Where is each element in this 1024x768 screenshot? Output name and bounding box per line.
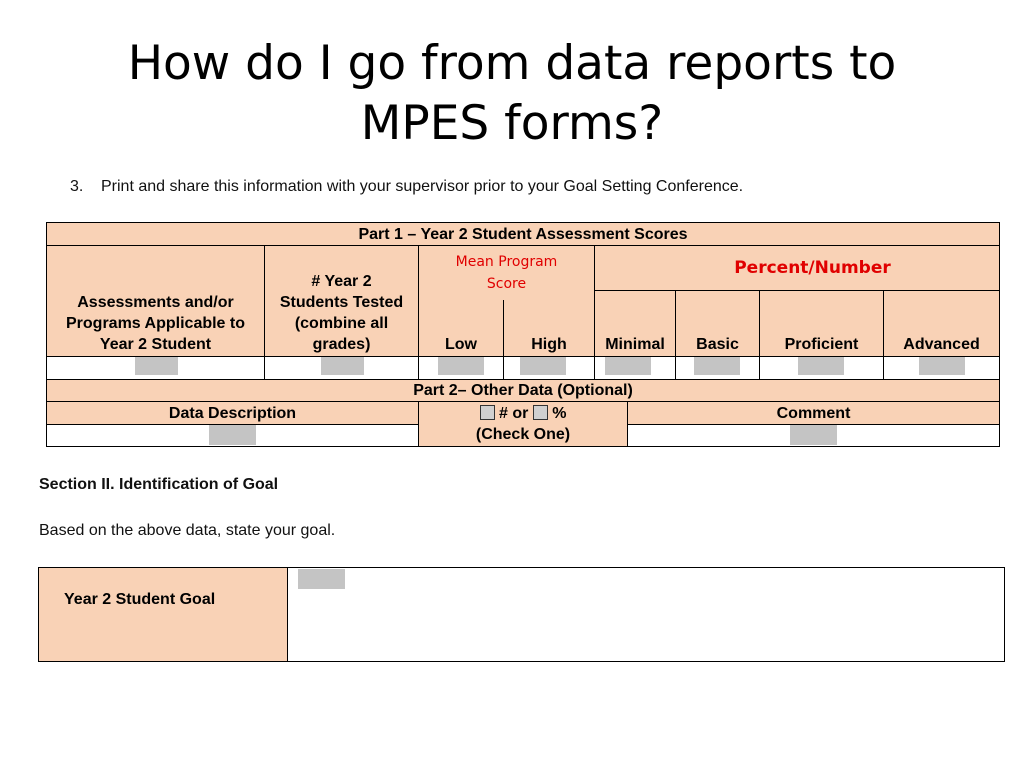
section-2-title: Section II. Identification of Goal [39,476,279,493]
part2-title: Part 2– Other Data (Optional) [46,379,1000,402]
col-header-proficient: Proficient [759,290,884,357]
percent-option-label: % [552,405,567,422]
step-number: 3. [70,178,84,195]
students-tested-form-field[interactable] [321,357,364,375]
step-instruction [70,178,743,196]
slide-title-line-1: How do I go from data reports to [127,36,897,91]
col-header-basic: Basic [675,290,760,357]
check-one-header [418,401,628,447]
col-header-high: High [503,290,595,357]
goal-table [38,567,1005,662]
col-header-assessments: Assessments and/or Programs Applicable to Year 2 Student [46,245,265,357]
number-checkbox[interactable] [480,405,495,420]
col-header-students-tested: # Year 2 Students Tested (combine all grades) [264,245,419,357]
number-option-label: # or [498,405,529,422]
goal-form-field[interactable] [298,569,345,589]
data-description-form-field[interactable] [209,425,256,445]
assessment-form-field[interactable] [135,357,178,375]
goal-label: Year 2 Student Goal [39,568,288,661]
goal-instruction: Based on the above data, state your goal. [39,522,336,539]
col-header-minimal: Minimal [594,290,676,357]
step-text: Print and share this information with your supervisor prior to your Goal Setting Conference. [101,178,744,195]
col-header-advanced: Advanced [883,290,1000,357]
advanced-form-field[interactable] [919,357,965,375]
proficient-form-field[interactable] [798,357,844,375]
check-one-label: (Check One) [475,426,571,443]
assessment-table [46,222,1000,447]
col-header-low: Low [418,290,504,357]
check-options [480,403,567,424]
mean-program-score-annotation: Mean Program Score [419,246,594,300]
percent-checkbox[interactable] [533,405,548,420]
col-header-data-description: Data Description [46,401,419,425]
comment-form-field[interactable] [790,425,837,445]
low-form-field[interactable] [438,357,484,375]
slide-title [60,34,964,154]
part1-title: Part 1 – Year 2 Student Assessment Scores [46,222,1000,246]
high-form-field[interactable] [520,357,566,375]
col-header-comment: Comment [627,401,1000,425]
percent-number-annotation: Percent/Number [595,246,930,290]
minimal-form-field[interactable] [605,357,651,375]
slide-title-line-2: MPES forms? [360,96,664,151]
basic-form-field[interactable] [694,357,740,375]
